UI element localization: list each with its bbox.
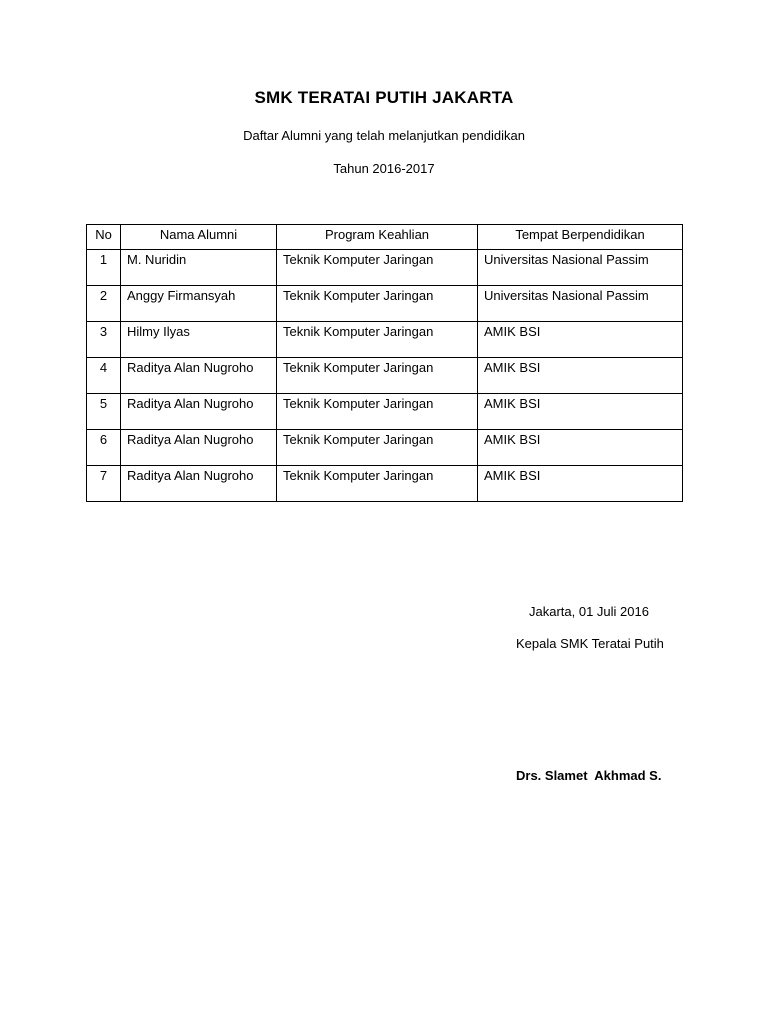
row-name: Raditya Alan Nugroho (121, 466, 277, 502)
signature-name: Drs. Slamet Akhmad S. (516, 768, 662, 783)
table-row (87, 394, 683, 430)
header-name: Nama Alumni (121, 225, 277, 250)
row-program: Teknik Komputer Jaringan (277, 394, 478, 430)
row-program: Teknik Komputer Jaringan (277, 286, 478, 322)
alumni-table-body (87, 250, 683, 502)
row-no: 3 (87, 322, 121, 358)
table-row (87, 322, 683, 358)
row-program: Teknik Komputer Jaringan (277, 466, 478, 502)
table-row (87, 430, 683, 466)
row-program: Teknik Komputer Jaringan (277, 322, 478, 358)
row-name: Raditya Alan Nugroho (121, 358, 277, 394)
row-no: 6 (87, 430, 121, 466)
signature-place-date: Jakarta, 01 Juli 2016 (529, 604, 649, 619)
row-place: Universitas Nasional Passim (478, 286, 683, 322)
row-place: AMIK BSI (478, 466, 683, 502)
header-row (87, 225, 683, 250)
row-place: AMIK BSI (478, 322, 683, 358)
row-name: M. Nuridin (121, 250, 277, 286)
header-no: No (87, 225, 121, 250)
row-program: Teknik Komputer Jaringan (277, 250, 478, 286)
table-row (87, 250, 683, 286)
row-place: AMIK BSI (478, 430, 683, 466)
row-program: Teknik Komputer Jaringan (277, 358, 478, 394)
row-place: Universitas Nasional Passim (478, 250, 683, 286)
document-subtitle: Daftar Alumni yang telah melanjutkan pendidikan (243, 128, 525, 143)
header-program: Program Keahlian (277, 225, 478, 250)
alumni-table (86, 224, 683, 502)
table-row (87, 358, 683, 394)
table-row (87, 286, 683, 322)
document-title: SMK TERATAI PUTIH JAKARTA (254, 88, 514, 107)
row-name: Hilmy Ilyas (121, 322, 277, 358)
row-name: Anggy Firmansyah (121, 286, 277, 322)
alumni-table-header (87, 225, 683, 250)
row-place: AMIK BSI (478, 358, 683, 394)
table-row (87, 466, 683, 502)
row-program: Teknik Komputer Jaringan (277, 430, 478, 466)
document-year: Tahun 2016-2017 (333, 161, 435, 176)
row-no: 4 (87, 358, 121, 394)
row-name: Raditya Alan Nugroho (121, 394, 277, 430)
header-place: Tempat Berpendidikan (478, 225, 683, 250)
row-place: AMIK BSI (478, 394, 683, 430)
row-no: 1 (87, 250, 121, 286)
row-name: Raditya Alan Nugroho (121, 430, 277, 466)
row-no: 7 (87, 466, 121, 502)
row-no: 2 (87, 286, 121, 322)
row-no: 5 (87, 394, 121, 430)
signature-role: Kepala SMK Teratai Putih (516, 636, 664, 651)
